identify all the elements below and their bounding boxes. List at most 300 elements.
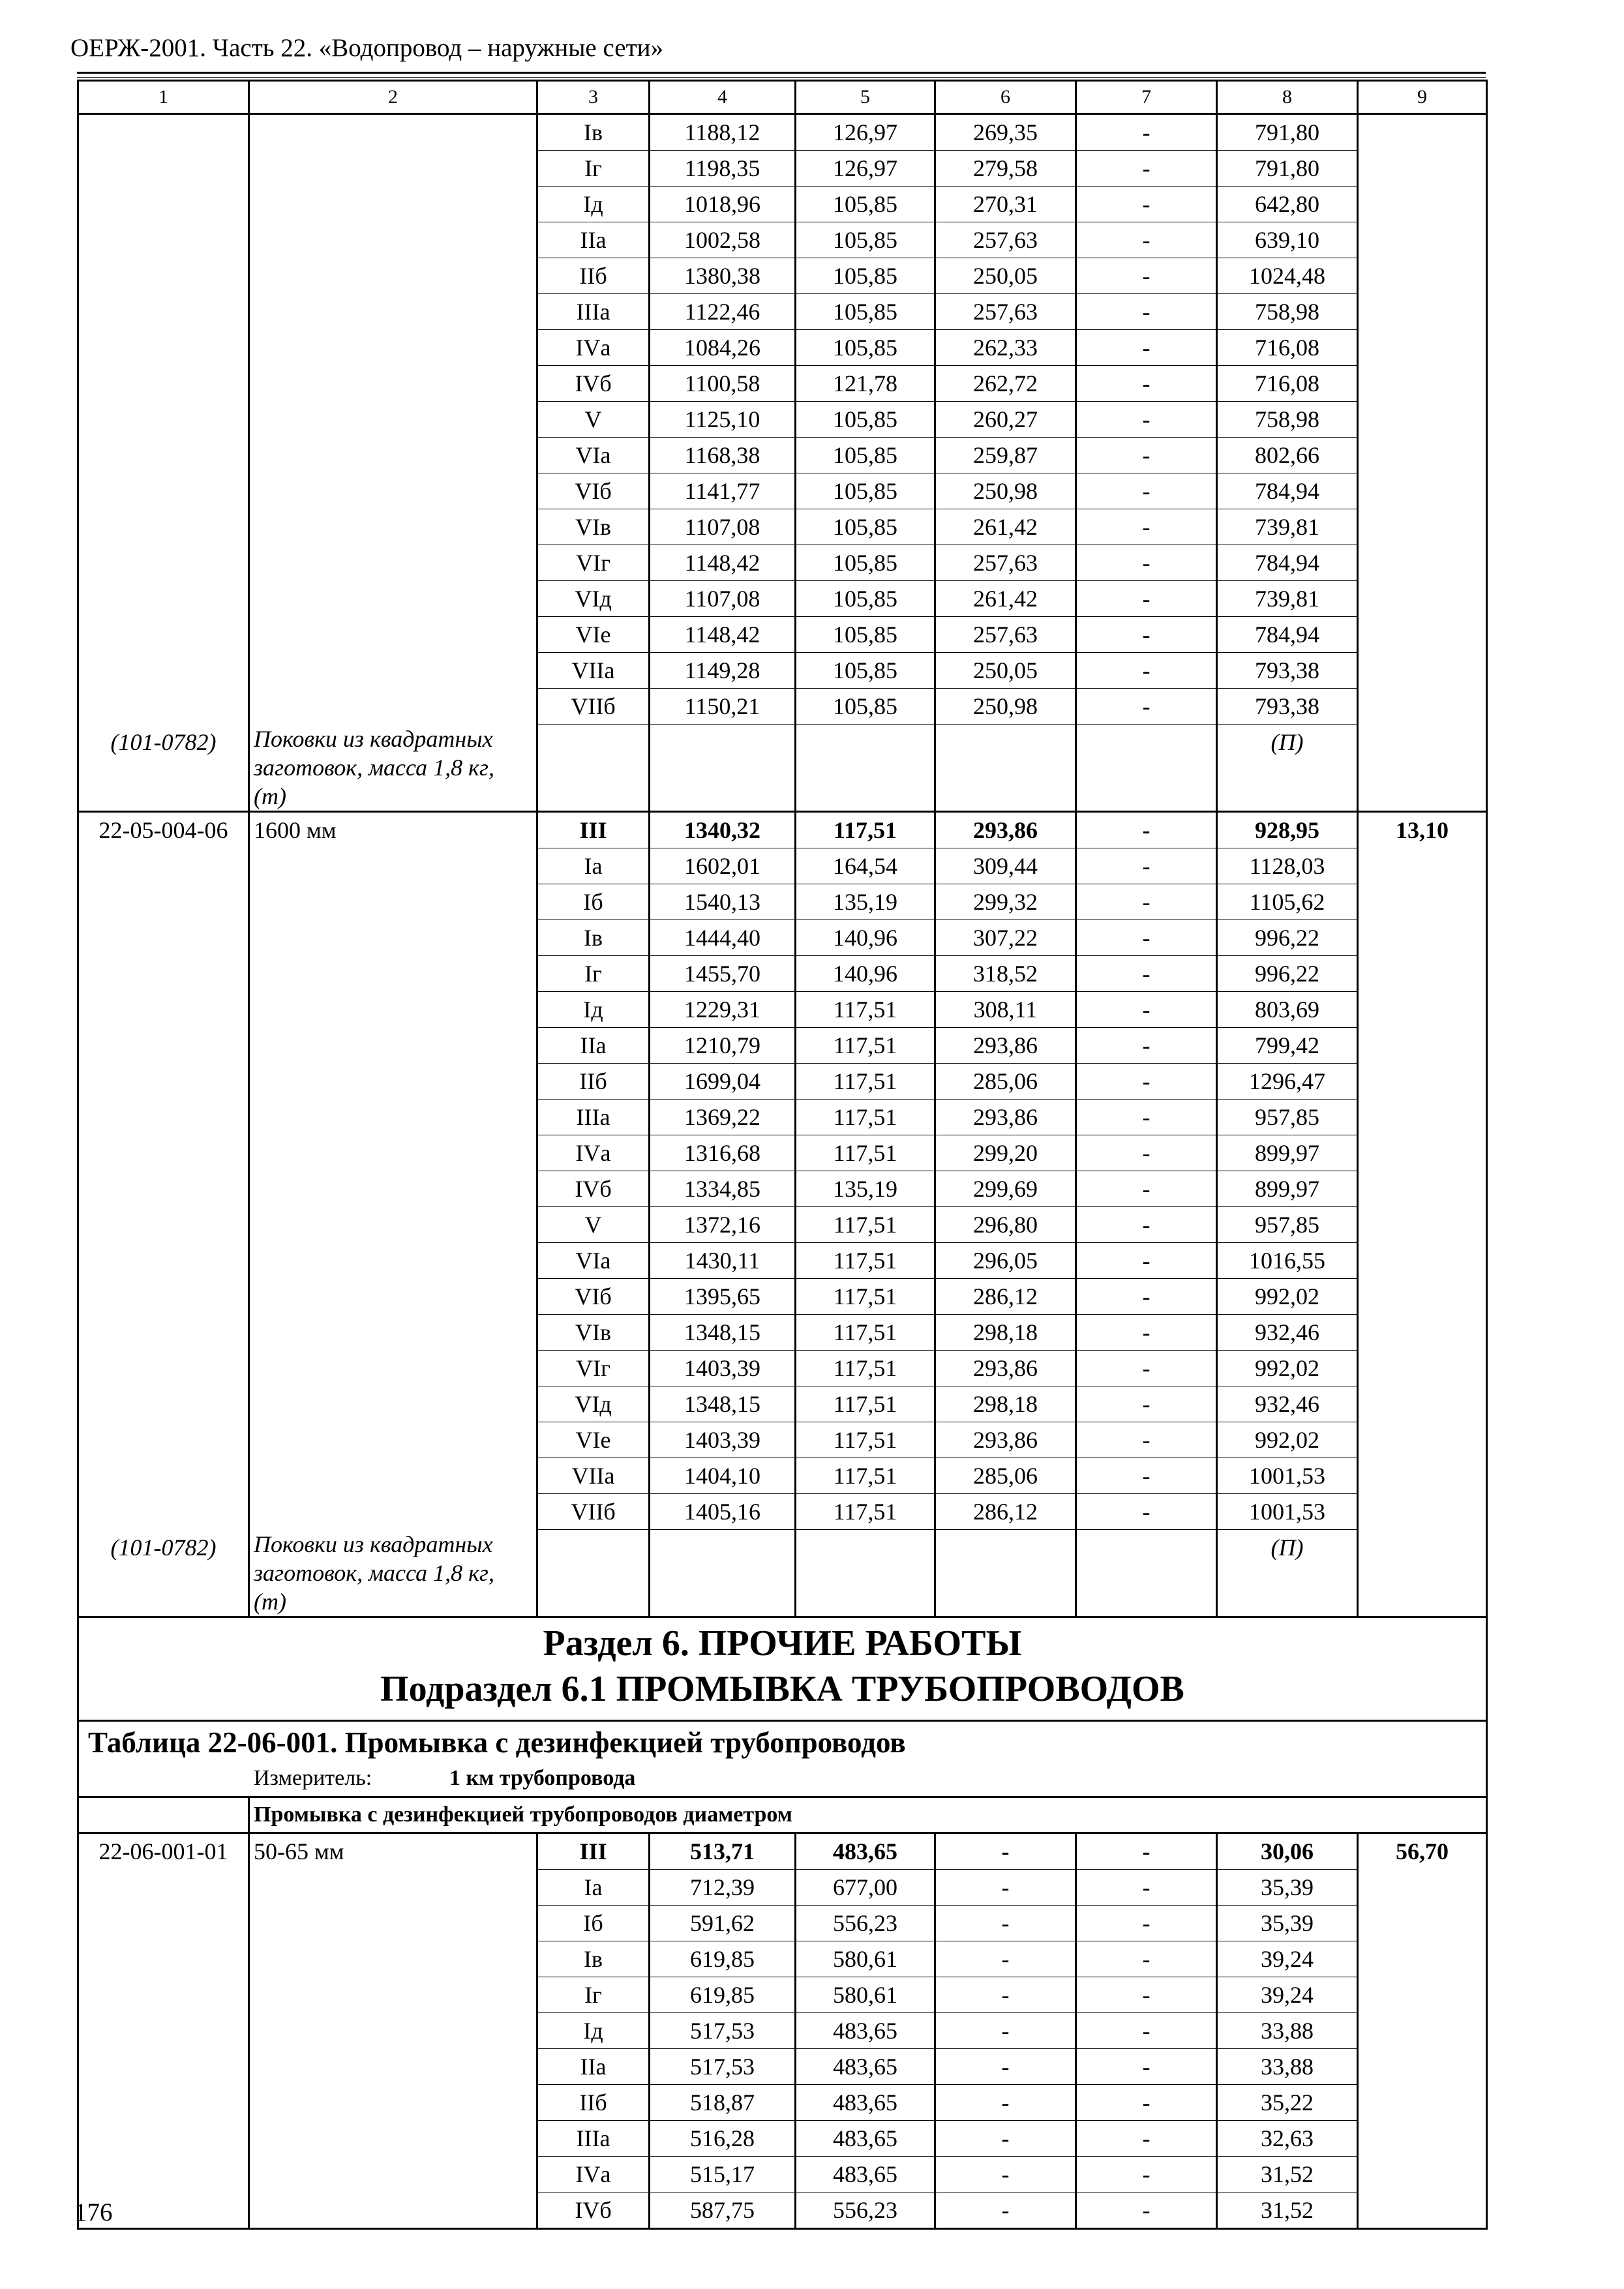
value-cell: 105,85: [796, 402, 935, 438]
value-cell: -: [935, 2013, 1076, 2049]
code-cell: [78, 402, 249, 438]
value-cell: 261,42: [935, 581, 1076, 617]
value-cell: -: [935, 2192, 1076, 2229]
value-cell: 293,86: [935, 1100, 1076, 1135]
value-cell: IVб: [537, 2192, 650, 2229]
value-cell: -: [1076, 1171, 1217, 1207]
value-cell: -: [935, 2121, 1076, 2157]
value-cell: 308,11: [935, 992, 1076, 1028]
value-cell: 30,06: [1217, 1833, 1358, 1870]
value-cell: 784,94: [1217, 545, 1358, 581]
value-cell: 117,51: [796, 1064, 935, 1100]
table-title: Таблица 22-06-001. Промывка с дезинфекцией трубопроводов: [78, 1721, 1487, 1764]
name-cell: [249, 151, 537, 187]
value-cell: 1148,42: [650, 545, 796, 581]
value-cell: 556,23: [796, 1906, 935, 1941]
value-cell: 309,44: [935, 848, 1076, 884]
value-cell: [935, 725, 1076, 812]
value-cell: 1430,11: [650, 1243, 796, 1279]
table-row: [78, 187, 1487, 222]
value-cell: 35,39: [1217, 1870, 1358, 1906]
name-cell: [249, 1064, 537, 1100]
value-cell: VIд: [537, 581, 650, 617]
value-cell: 928,95: [1217, 812, 1358, 848]
value-cell: 140,96: [796, 956, 935, 992]
code-cell: [78, 509, 249, 545]
code-cell: [78, 1941, 249, 1977]
value-cell: 517,53: [650, 2013, 796, 2049]
value-cell: -: [1076, 1941, 1217, 1977]
value-cell: 758,98: [1217, 294, 1358, 330]
value-cell: 31,52: [1217, 2192, 1358, 2229]
value-cell: [1076, 725, 1217, 812]
value-cell: [650, 1530, 796, 1617]
table-row: [78, 884, 1487, 920]
total-cell: [1358, 258, 1487, 294]
name-cell: [249, 848, 537, 884]
value-cell: 117,51: [796, 1279, 935, 1315]
name-cell: [249, 956, 537, 992]
value-cell: Iб: [537, 1906, 650, 1941]
column-number: 9: [1358, 81, 1487, 114]
value-cell: 1296,47: [1217, 1064, 1358, 1100]
value-cell: 516,28: [650, 2121, 796, 2157]
value-cell: 250,05: [935, 653, 1076, 689]
resource-code: (101-0782): [78, 725, 249, 812]
table-row: [78, 1906, 1487, 1941]
value-cell: 257,63: [935, 545, 1076, 581]
name-cell: [249, 653, 537, 689]
name-cell: [249, 1028, 537, 1064]
total-cell: [1358, 1207, 1487, 1243]
table-row: [78, 2121, 1487, 2157]
value-cell: 899,97: [1217, 1135, 1358, 1171]
resource-value: (П): [1217, 1530, 1358, 1617]
value-cell: 1210,79: [650, 1028, 796, 1064]
total-cell: [1358, 725, 1487, 812]
resource-note-row: [78, 1530, 1487, 1617]
code-cell: [78, 653, 249, 689]
code-cell: [78, 1028, 249, 1064]
name-cell: [249, 1315, 537, 1351]
value-cell: 517,53: [650, 2049, 796, 2085]
value-cell: 105,85: [796, 258, 935, 294]
value-cell: 293,86: [935, 812, 1076, 848]
code-cell: [78, 1279, 249, 1315]
total-cell: [1358, 992, 1487, 1028]
value-cell: Iб: [537, 884, 650, 920]
total-cell: [1358, 956, 1487, 992]
subheading-row: [78, 1797, 1487, 1833]
total-cell: [1358, 187, 1487, 222]
value-cell: VIа: [537, 438, 650, 473]
value-cell: -: [1076, 114, 1217, 151]
value-cell: IIа: [537, 222, 650, 258]
value-cell: 105,85: [796, 581, 935, 617]
value-cell: 1540,13: [650, 884, 796, 920]
resource-note-row: [78, 725, 1487, 812]
value-cell: 117,51: [796, 1207, 935, 1243]
name-cell: 50-65 мм: [249, 1833, 537, 1870]
name-cell: [249, 402, 537, 438]
value-cell: 293,86: [935, 1028, 1076, 1064]
table-title-row: [78, 1721, 1487, 1764]
total-cell: [1358, 1494, 1487, 1530]
value-cell: 105,85: [796, 545, 935, 581]
code-cell: [78, 1494, 249, 1530]
value-cell: 117,51: [796, 1422, 935, 1458]
code-cell: [78, 2013, 249, 2049]
table-row: [78, 2013, 1487, 2049]
table-row: [78, 1977, 1487, 2013]
value-cell: 298,18: [935, 1315, 1076, 1351]
value-cell: 1024,48: [1217, 258, 1358, 294]
value-cell: Iг: [537, 956, 650, 992]
value-cell: 117,51: [796, 1135, 935, 1171]
value-cell: 1348,15: [650, 1386, 796, 1422]
value-cell: -: [1076, 812, 1217, 848]
value-cell: [537, 725, 650, 812]
value-cell: 39,24: [1217, 1941, 1358, 1977]
value-cell: 1699,04: [650, 1064, 796, 1100]
value-cell: -: [1076, 222, 1217, 258]
total-cell: [1358, 1977, 1487, 2013]
table-row: [78, 920, 1487, 956]
value-cell: 105,85: [796, 689, 935, 725]
value-cell: 899,97: [1217, 1171, 1358, 1207]
value-cell: IIб: [537, 1064, 650, 1100]
value-cell: 105,85: [796, 222, 935, 258]
total-cell: [1358, 1422, 1487, 1458]
name-cell: [249, 1135, 537, 1171]
table-row: [78, 222, 1487, 258]
total-cell: [1358, 294, 1487, 330]
value-cell: 296,80: [935, 1207, 1076, 1243]
table-body: [78, 81, 1487, 2229]
name-cell: [249, 2121, 537, 2157]
value-cell: 298,18: [935, 1386, 1076, 1422]
value-cell: -: [1076, 956, 1217, 992]
value-cell: 33,88: [1217, 2013, 1358, 2049]
value-cell: -: [1076, 1100, 1217, 1135]
value-cell: 580,61: [796, 1977, 935, 2013]
value-cell: 32,63: [1217, 2121, 1358, 2157]
value-cell: VIа: [537, 1243, 650, 1279]
resource-name: Поковки из квадратных заготовок, масса 1,8 кг, (т): [249, 1530, 537, 1617]
value-cell: Iг: [537, 1977, 650, 2013]
value-cell: 1128,03: [1217, 848, 1358, 884]
value-cell: 262,72: [935, 366, 1076, 402]
code-cell: [78, 1135, 249, 1171]
value-cell: -: [1076, 848, 1217, 884]
value-cell: 135,19: [796, 1171, 935, 1207]
value-cell: 105,85: [796, 294, 935, 330]
value-cell: 803,69: [1217, 992, 1358, 1028]
total-cell: [1358, 222, 1487, 258]
value-cell: IIа: [537, 2049, 650, 2085]
value-cell: IVа: [537, 330, 650, 366]
rate-main-row: [78, 1833, 1487, 1870]
table-row: [78, 581, 1487, 617]
name-cell: [249, 545, 537, 581]
total-cell: [1358, 2049, 1487, 2085]
name-cell: [249, 1906, 537, 1941]
code-cell: 22-06-001-01: [78, 1833, 249, 1870]
header-rule: [77, 72, 1486, 74]
total-cell: [1358, 1386, 1487, 1422]
name-cell: [249, 689, 537, 725]
value-cell: -: [1076, 617, 1217, 653]
value-cell: 1122,46: [650, 294, 796, 330]
value-cell: 619,85: [650, 1977, 796, 2013]
value-cell: 105,85: [796, 438, 935, 473]
value-cell: -: [1076, 509, 1217, 545]
name-cell: [249, 1351, 537, 1386]
total-cell: [1358, 330, 1487, 366]
value-cell: 262,33: [935, 330, 1076, 366]
value-cell: -: [935, 1941, 1076, 1977]
name-cell: [249, 920, 537, 956]
code-cell: [78, 330, 249, 366]
table-row: [78, 438, 1487, 473]
total-cell: [1358, 1315, 1487, 1351]
value-cell: 250,98: [935, 689, 1076, 725]
name-cell: [249, 330, 537, 366]
code-cell: [78, 617, 249, 653]
total-cell: [1358, 1028, 1487, 1064]
table-row: [78, 1135, 1487, 1171]
table-row: [78, 473, 1487, 509]
value-cell: 1107,08: [650, 509, 796, 545]
code-cell: [78, 2157, 249, 2192]
value-cell: 556,23: [796, 2192, 935, 2229]
subsection-title: Подраздел 6.1 ПРОМЫВКА ТРУБОПРОВОДОВ: [380, 1669, 1184, 1709]
table-row: [78, 1279, 1487, 1315]
value-cell: 518,87: [650, 2085, 796, 2121]
value-cell: 739,81: [1217, 509, 1358, 545]
name-cell: [249, 992, 537, 1028]
value-cell: VIг: [537, 545, 650, 581]
total-cell: [1358, 402, 1487, 438]
value-cell: VIб: [537, 473, 650, 509]
name-cell: [249, 1458, 537, 1494]
value-cell: 293,86: [935, 1422, 1076, 1458]
total-cell: [1358, 2085, 1487, 2121]
total-cell: [1358, 2157, 1487, 2192]
total-cell: [1358, 617, 1487, 653]
code-cell: [78, 1243, 249, 1279]
name-cell: [249, 366, 537, 402]
name-cell: [249, 1100, 537, 1135]
measure-label: Измеритель:: [254, 1766, 372, 1790]
value-cell: 642,80: [1217, 187, 1358, 222]
value-cell: IVб: [537, 1171, 650, 1207]
total-cell: [1358, 151, 1487, 187]
value-cell: III: [537, 1833, 650, 1870]
value-cell: 1229,31: [650, 992, 796, 1028]
value-cell: 1107,08: [650, 581, 796, 617]
total-cell: [1358, 920, 1487, 956]
value-cell: 1340,32: [650, 812, 796, 848]
value-cell: 992,02: [1217, 1279, 1358, 1315]
code-cell: [78, 151, 249, 187]
value-cell: -: [935, 2049, 1076, 2085]
table-row: [78, 1315, 1487, 1351]
name-cell: [249, 114, 537, 151]
table-row: [78, 1386, 1487, 1422]
value-cell: 257,63: [935, 222, 1076, 258]
value-cell: 996,22: [1217, 920, 1358, 956]
total-cell: [1358, 1243, 1487, 1279]
value-cell: 117,51: [796, 1494, 935, 1530]
column-number: 4: [650, 81, 796, 114]
total-cell: 56,70: [1358, 1833, 1487, 1870]
value-cell: -: [1076, 2121, 1217, 2157]
table-row: [78, 545, 1487, 581]
value-cell: IIIа: [537, 294, 650, 330]
table-row: [78, 653, 1487, 689]
name-cell: [249, 2157, 537, 2192]
value-cell: -: [1076, 294, 1217, 330]
total-cell: [1358, 1135, 1487, 1171]
total-cell: 13,10: [1358, 812, 1487, 848]
value-cell: 31,52: [1217, 2157, 1358, 2192]
total-cell: [1358, 1171, 1487, 1207]
value-cell: 318,52: [935, 956, 1076, 992]
code-cell: [78, 1351, 249, 1386]
resource-code: (101-0782): [78, 1530, 249, 1617]
code-cell: [78, 1797, 249, 1833]
value-cell: 716,08: [1217, 330, 1358, 366]
value-cell: 992,02: [1217, 1422, 1358, 1458]
total-cell: [1358, 848, 1487, 884]
page-header: ОЕРЖ-2001. Часть 22. «Водопровод – наружные сети»: [70, 34, 663, 62]
total-cell: [1358, 545, 1487, 581]
total-cell: [1358, 438, 1487, 473]
value-cell: 1188,12: [650, 114, 796, 151]
name-cell: [249, 1870, 537, 1906]
value-cell: 35,22: [1217, 2085, 1358, 2121]
value-cell: VIв: [537, 509, 650, 545]
value-cell: 1372,16: [650, 1207, 796, 1243]
value-cell: 1403,39: [650, 1422, 796, 1458]
value-cell: 483,65: [796, 1833, 935, 1870]
value-cell: 121,78: [796, 366, 935, 402]
value-cell: 286,12: [935, 1494, 1076, 1530]
column-number-row: [78, 81, 1487, 114]
value-cell: -: [1076, 1422, 1217, 1458]
code-cell: [78, 1064, 249, 1100]
value-cell: 1348,15: [650, 1315, 796, 1351]
value-cell: -: [935, 2085, 1076, 2121]
name-cell: [249, 617, 537, 653]
name-cell: [249, 2013, 537, 2049]
value-cell: -: [1076, 581, 1217, 617]
value-cell: VIд: [537, 1386, 650, 1422]
value-cell: 33,88: [1217, 2049, 1358, 2085]
value-cell: IIб: [537, 2085, 650, 2121]
value-cell: 791,80: [1217, 151, 1358, 187]
value-cell: 1602,01: [650, 848, 796, 884]
value-cell: Iв: [537, 920, 650, 956]
value-cell: -: [1076, 2049, 1217, 2085]
value-cell: -: [1076, 1064, 1217, 1100]
name-cell: [249, 509, 537, 545]
value-cell: 117,51: [796, 812, 935, 848]
name-cell: [249, 1977, 537, 2013]
value-cell: Iа: [537, 1870, 650, 1906]
code-cell: [78, 884, 249, 920]
value-cell: -: [935, 1833, 1076, 1870]
value-cell: 261,42: [935, 509, 1076, 545]
value-cell: -: [1076, 1833, 1217, 1870]
value-cell: -: [935, 1870, 1076, 1906]
table-row: [78, 1422, 1487, 1458]
name-cell: [249, 258, 537, 294]
table-row: [78, 2192, 1487, 2229]
value-cell: -: [1076, 473, 1217, 509]
value-cell: IIб: [537, 258, 650, 294]
value-cell: 286,12: [935, 1279, 1076, 1315]
value-cell: -: [1076, 1906, 1217, 1941]
table-row: [78, 1494, 1487, 1530]
value-cell: 164,54: [796, 848, 935, 884]
table-row: [78, 992, 1487, 1028]
value-cell: 996,22: [1217, 956, 1358, 992]
total-cell: [1358, 2192, 1487, 2229]
table-row: [78, 1064, 1487, 1100]
value-cell: 126,97: [796, 114, 935, 151]
total-cell: [1358, 1906, 1487, 1941]
column-number: 5: [796, 81, 935, 114]
name-cell: [249, 2049, 537, 2085]
value-cell: [796, 1530, 935, 1617]
table-row: [78, 1243, 1487, 1279]
value-cell: IIIа: [537, 2121, 650, 2157]
value-cell: VIв: [537, 1315, 650, 1351]
value-cell: -: [935, 1906, 1076, 1941]
value-cell: 483,65: [796, 2013, 935, 2049]
table-row: [78, 258, 1487, 294]
value-cell: 1369,22: [650, 1100, 796, 1135]
measure-cell: [78, 1763, 1487, 1797]
value-cell: [537, 1530, 650, 1617]
name-cell: 1600 мм: [249, 812, 537, 848]
total-cell: [1358, 2121, 1487, 2157]
code-cell: [78, 473, 249, 509]
value-cell: 1141,77: [650, 473, 796, 509]
code-cell: [78, 920, 249, 956]
value-cell: -: [1076, 330, 1217, 366]
value-cell: 1168,38: [650, 438, 796, 473]
rate-main-row: [78, 812, 1487, 848]
total-cell: [1358, 1530, 1487, 1617]
table-row: [78, 689, 1487, 725]
value-cell: 712,39: [650, 1870, 796, 1906]
total-cell: [1358, 509, 1487, 545]
value-cell: 483,65: [796, 2049, 935, 2085]
value-cell: 299,69: [935, 1171, 1076, 1207]
value-cell: 1084,26: [650, 330, 796, 366]
value-cell: 1105,62: [1217, 884, 1358, 920]
column-number: 3: [537, 81, 650, 114]
value-cell: 580,61: [796, 1941, 935, 1977]
measure-row: [78, 1763, 1487, 1797]
value-cell: 269,35: [935, 114, 1076, 151]
value-cell: Iд: [537, 2013, 650, 2049]
code-cell: [78, 956, 249, 992]
value-cell: -: [1076, 689, 1217, 725]
